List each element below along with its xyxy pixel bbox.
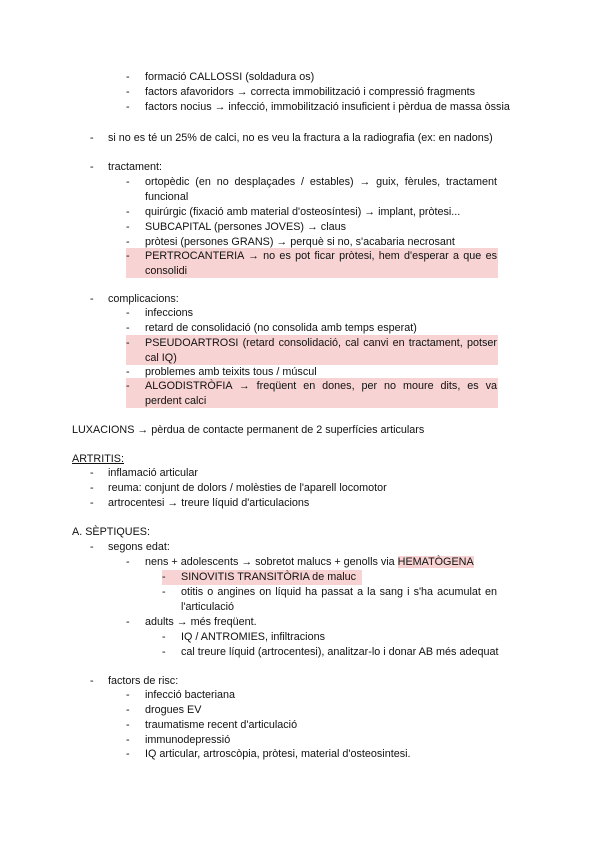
bullet-dash: - [126, 307, 130, 319]
list-item-text: ALGODISTRÒFIA → freqüent en dones, per no moure dits, es va perdent calci [145, 380, 497, 407]
list-item-text: PERTROCANTERIA → no es pot ficar pròtesi, hem d'esperar a que es consolidi [145, 250, 497, 277]
bullet-dash: - [126, 101, 130, 113]
hematogena-highlight: HEMATÒGENA [397, 556, 474, 568]
list-item-text: inflamació articular [108, 467, 199, 479]
list-item-text: pròtesi (persones GRANS) → perquè si no, s'acabaria necrosant [145, 236, 455, 248]
list-item-text: immunodepressió [145, 734, 231, 746]
highlighted-list-item [126, 335, 498, 365]
bullet-dash: - [126, 176, 130, 188]
bullet-dash: - [126, 236, 130, 248]
bullet-dash: - [162, 631, 166, 643]
list-item-text: reuma: conjunt de dolors / molèsties de l'aparell locomotor [108, 482, 387, 494]
list-item-text: adults → més freqüent. [145, 616, 257, 628]
list-item-text: drogues EV [145, 704, 202, 716]
list-item [0, 131, 600, 146]
list-item-text: segons edat: [108, 541, 170, 553]
luxacions-text: LUXACIONS → pèrdua de contacte permanent de 2 superfícies articulars [72, 424, 425, 436]
bullet-dash: - [126, 71, 130, 83]
list-item [0, 645, 600, 660]
list-item-text: ortopèdic (en no desplaçades / estables) → guix, fèrules, tractament funcional [145, 176, 497, 203]
list-item [0, 70, 600, 85]
bullet-dash: - [90, 161, 94, 173]
list-item [0, 585, 600, 615]
list-item [0, 100, 600, 115]
list-item-text: cal treure líquid (artrocentesi), analitzar-lo i donar AB més adequat [181, 646, 499, 658]
list-item [0, 481, 600, 496]
list-item [0, 306, 600, 321]
list-item [0, 540, 600, 555]
list-item-text: infeccions [145, 307, 194, 319]
list-item [0, 321, 600, 336]
bullet-dash: - [126, 556, 130, 568]
highlighted-list-item [126, 378, 498, 408]
bullet-dash: - [90, 541, 94, 553]
highlighted-list-item [162, 570, 362, 585]
bullet-dash: - [126, 322, 130, 334]
list-item-text: SUBCAPITAL (persones JOVES) → claus [145, 221, 347, 233]
list-item-text: formació CALLOSSI (soldadura os) [145, 71, 315, 83]
bullet-dash: - [90, 482, 94, 494]
bullet-dash: - [126, 221, 130, 233]
highlighted-list-item [126, 248, 498, 278]
list-item [0, 85, 600, 100]
list-item-text: IQ / ANTROMIES, infiltracions [181, 631, 325, 643]
list-item-text: factors afavoridors → correcta immobilització i compressió fragments [145, 86, 476, 98]
list-item-text: otitis o angines on líquid ha passat a la sang i s'ha acumulat en l'articulació [181, 586, 497, 613]
list-item-text: problemes amb teixits tous / múscul [145, 366, 317, 378]
bullet-dash: - [162, 646, 166, 658]
bullet-dash: - [90, 467, 94, 479]
list-item-text: artrocentesi → treure líquid d'articulacions [108, 497, 310, 509]
nens-text: nens + adolescents → sobretot malucs + genolls via [145, 556, 398, 568]
bullet-dash: - [162, 571, 166, 583]
list-item [0, 688, 600, 703]
bullet-dash: - [90, 132, 94, 144]
tractament-label: tractament: [108, 161, 163, 173]
bullet-dash: - [126, 689, 130, 701]
list-item-text: factors nocius → infecció, immobilització insuficient i pèrdua de massa òssia [145, 101, 510, 113]
list-item [0, 220, 600, 235]
septiques-heading [0, 525, 600, 540]
list-item [0, 674, 600, 689]
list-item [0, 718, 600, 733]
artritis-heading [0, 452, 600, 467]
luxacions-line [0, 423, 600, 438]
list-item-text [145, 555, 474, 570]
list-item-text: infecció bacteriana [145, 689, 236, 701]
list-item [0, 496, 600, 511]
bullet-dash: - [126, 86, 130, 98]
factors-risc-label: factors de risc: [108, 675, 179, 687]
artritis-title: ARTRITIS: [72, 453, 124, 465]
list-item-text: PSEUDOARTROSI (retard consolidació, cal canvi en tractament, potser cal IQ) [145, 337, 497, 364]
list-item [0, 630, 600, 645]
list-item [0, 205, 600, 220]
bullet-dash: - [126, 704, 130, 716]
list-item-text: IQ articular, artroscòpia, pròtesi, material d'osteosintesi. [145, 748, 411, 760]
list-item [0, 292, 600, 307]
list-item [0, 615, 600, 630]
bullet-dash: - [126, 616, 130, 628]
bullet-dash: - [126, 337, 130, 349]
bullet-dash: - [126, 380, 130, 392]
bullet-dash: - [126, 250, 130, 262]
bullet-dash: - [126, 366, 130, 378]
list-item [0, 703, 600, 718]
bullet-dash: - [162, 586, 166, 598]
bullet-dash: - [126, 206, 130, 218]
bullet-dash: - [126, 719, 130, 731]
list-item-text: traumatisme recent d'articulació [145, 719, 298, 731]
bullet-dash: - [90, 675, 94, 687]
bullet-dash: - [90, 497, 94, 509]
list-item-text: SINOVITIS TRANSITÒRIA de maluc [181, 571, 356, 583]
list-item-text: quirúrgic (fixació amb material d'osteosíntesi) → implant, pròtesi... [145, 206, 461, 218]
list-item [0, 466, 600, 481]
complicacions-label: complicacions: [108, 293, 179, 305]
septiques-title: A. SÈPTIQUES: [72, 526, 150, 538]
list-item [0, 160, 600, 175]
list-item [0, 747, 600, 762]
bullet-dash: - [126, 748, 130, 760]
calci-note: si no es té un 25% de calci, no es veu la fractura a la radiografia (ex: en nadons) [108, 132, 493, 144]
list-item [0, 555, 600, 570]
list-item [0, 175, 600, 205]
bullet-dash: - [90, 293, 94, 305]
list-item-text: retard de consolidació (no consolida amb temps esperat) [145, 322, 417, 334]
bullet-dash: - [126, 734, 130, 746]
list-item [0, 733, 600, 748]
